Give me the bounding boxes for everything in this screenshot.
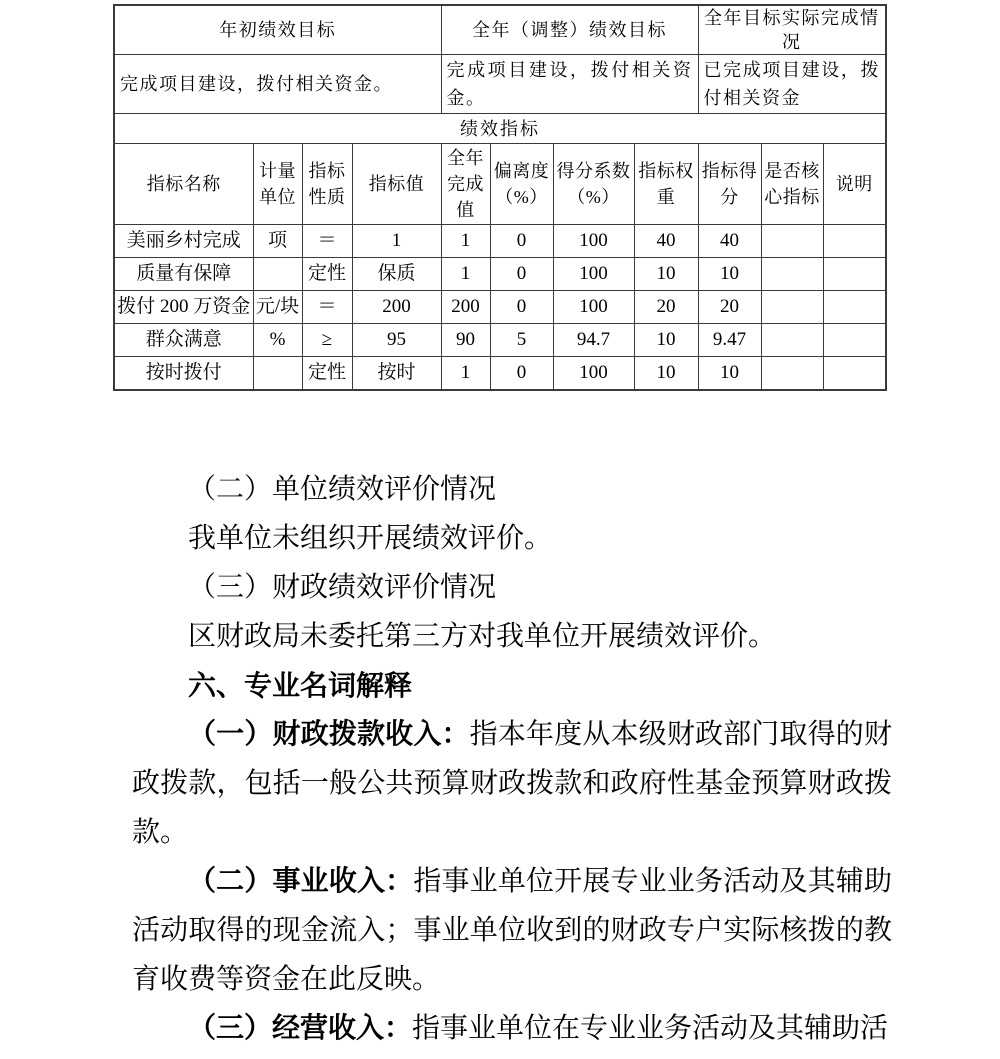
indicator-value-cell: 40 — [698, 225, 761, 258]
indicator-value-cell: 0 — [490, 291, 553, 324]
body-text — [132, 465, 892, 1053]
header-initial-goal: 年初绩效目标 — [114, 5, 441, 55]
indicator-value-cell: 200 — [441, 291, 490, 324]
indicator-value-cell: 100 — [553, 291, 634, 324]
cell-actual-completion-text: 已完成项目建设，拨付相关资金 — [698, 55, 886, 114]
indicator-value-cell — [761, 291, 823, 324]
cell-adjusted-goal-text: 完成项目建设，拨付相关资金。 — [441, 55, 698, 114]
column-header-4: 指标值 — [352, 144, 441, 225]
indicator-value-cell: 100 — [553, 258, 634, 291]
indicator-value-cell: ＝ — [302, 291, 352, 324]
indicator-row — [114, 324, 886, 357]
indicator-row — [114, 291, 886, 324]
indicator-value-cell — [253, 357, 302, 391]
indicator-value-cell: 定性 — [302, 357, 352, 391]
indicator-value-cell — [761, 225, 823, 258]
indicator-value-cell: 9.47 — [698, 324, 761, 357]
indicator-value-cell — [823, 258, 886, 291]
column-header-row — [114, 144, 886, 225]
table-header-row — [114, 5, 886, 55]
indicator-value-cell: 0 — [490, 225, 553, 258]
indicator-row — [114, 225, 886, 258]
indicator-value-cell — [761, 357, 823, 391]
column-header-1: 指标名称 — [114, 144, 253, 225]
indicator-value-cell: 94.7 — [553, 324, 634, 357]
indicator-value-cell: % — [253, 324, 302, 357]
indicator-value-cell: 10 — [698, 357, 761, 391]
indicator-value-cell: 1 — [352, 225, 441, 258]
column-header-7: 得分系数（%） — [553, 144, 634, 225]
column-header-11: 说明 — [823, 144, 886, 225]
indicator-name-cell: 美丽乡村完成 — [114, 225, 253, 258]
indicator-value-cell: 元/块 — [253, 291, 302, 324]
indicator-value-cell: 20 — [698, 291, 761, 324]
indicator-value-cell: 保质 — [352, 258, 441, 291]
indicator-value-cell: ≥ — [302, 324, 352, 357]
indicator-value-cell: 200 — [352, 291, 441, 324]
indicator-value-cell — [823, 225, 886, 258]
indicator-value-cell: 1 — [441, 357, 490, 391]
indicator-value-cell: 10 — [698, 258, 761, 291]
section-title-row — [114, 114, 886, 144]
term-definition-paragraph: （三）经营收入：指事业单位在专业业务活动及其辅助活 — [188, 1013, 889, 1044]
indicator-value-cell — [761, 324, 823, 357]
goal-text-row — [114, 55, 886, 114]
indicator-value-cell: 20 — [634, 291, 698, 324]
indicator-value-cell: 10 — [634, 258, 698, 291]
indicator-value-cell: 5 — [490, 324, 553, 357]
column-header-5: 全年完成值 — [441, 144, 490, 225]
column-header-6: 偏离度（%） — [490, 144, 553, 225]
indicator-value-cell: 100 — [553, 357, 634, 391]
header-adjusted-goal: 全年（调整）绩效目标 — [441, 5, 698, 55]
section-heading: 六、专业名词解释 — [188, 670, 413, 701]
term-lead: （三）经营收入： — [188, 1013, 413, 1044]
column-header-3: 指标性质 — [302, 144, 352, 225]
indicator-value-cell: ＝ — [302, 225, 352, 258]
term-definition-paragraph: （一）财政拨款收入：指本年度从本级财政部门取得的财政拨款，包括一般公共预算财政拨款和政府性基金预算财政拨款。 — [132, 719, 892, 848]
indicator-value-cell — [823, 324, 886, 357]
column-header-2: 计量单位 — [253, 144, 302, 225]
indicator-name-cell: 质量有保障 — [114, 258, 253, 291]
section-title-performance-indicators: 绩效指标 — [114, 114, 886, 144]
indicator-value-cell: 1 — [441, 258, 490, 291]
section-heading: （三）财政绩效评价情况 — [188, 572, 497, 603]
indicator-name-cell: 群众满意 — [114, 324, 253, 357]
indicator-value-cell: 定性 — [302, 258, 352, 291]
indicator-value-cell — [253, 258, 302, 291]
indicator-value-cell: 10 — [634, 357, 698, 391]
indicator-name-cell: 按时拨付 — [114, 357, 253, 391]
indicator-row — [114, 258, 886, 291]
cell-initial-goal-text: 完成项目建设，拨付相关资金。 — [114, 55, 441, 114]
indicator-value-cell: 按时 — [352, 357, 441, 391]
term-lead: （一）财政拨款收入： — [188, 719, 470, 750]
indicator-value-cell — [823, 357, 886, 391]
indicator-value-cell: 95 — [352, 324, 441, 357]
body-paragraph: 区财政局未委托第三方对我单位开展绩效评价。 — [188, 621, 777, 652]
column-header-10: 是否核心指标 — [761, 144, 823, 225]
indicator-value-cell: 项 — [253, 225, 302, 258]
indicator-value-cell: 1 — [441, 225, 490, 258]
indicator-value-cell: 0 — [490, 258, 553, 291]
column-header-8: 指标权重 — [634, 144, 698, 225]
indicator-row — [114, 357, 886, 391]
indicator-value-cell: 10 — [634, 324, 698, 357]
column-header-9: 指标得分 — [698, 144, 761, 225]
indicator-value-cell: 0 — [490, 357, 553, 391]
indicator-value-cell: 100 — [553, 225, 634, 258]
performance-indicator-table — [113, 4, 887, 391]
indicator-name-cell: 拨付 200 万资金 — [114, 291, 253, 324]
section-heading: （二）单位绩效评价情况 — [188, 474, 497, 505]
indicator-value-cell — [823, 291, 886, 324]
indicator-value-cell: 90 — [441, 324, 490, 357]
term-definition-paragraph: （二）事业收入：指事业单位开展专业业务活动及其辅助活动取得的现金流入；事业单位收到的财政专户实际核拨的教育收费等资金在此反映。 — [132, 866, 892, 995]
term-lead: （二）事业收入： — [188, 866, 414, 897]
indicator-value-cell — [761, 258, 823, 291]
header-actual-completion: 全年目标实际完成情况 — [698, 5, 886, 55]
body-paragraph: 我单位未组织开展绩效评价。 — [188, 523, 553, 554]
indicator-value-cell: 40 — [634, 225, 698, 258]
